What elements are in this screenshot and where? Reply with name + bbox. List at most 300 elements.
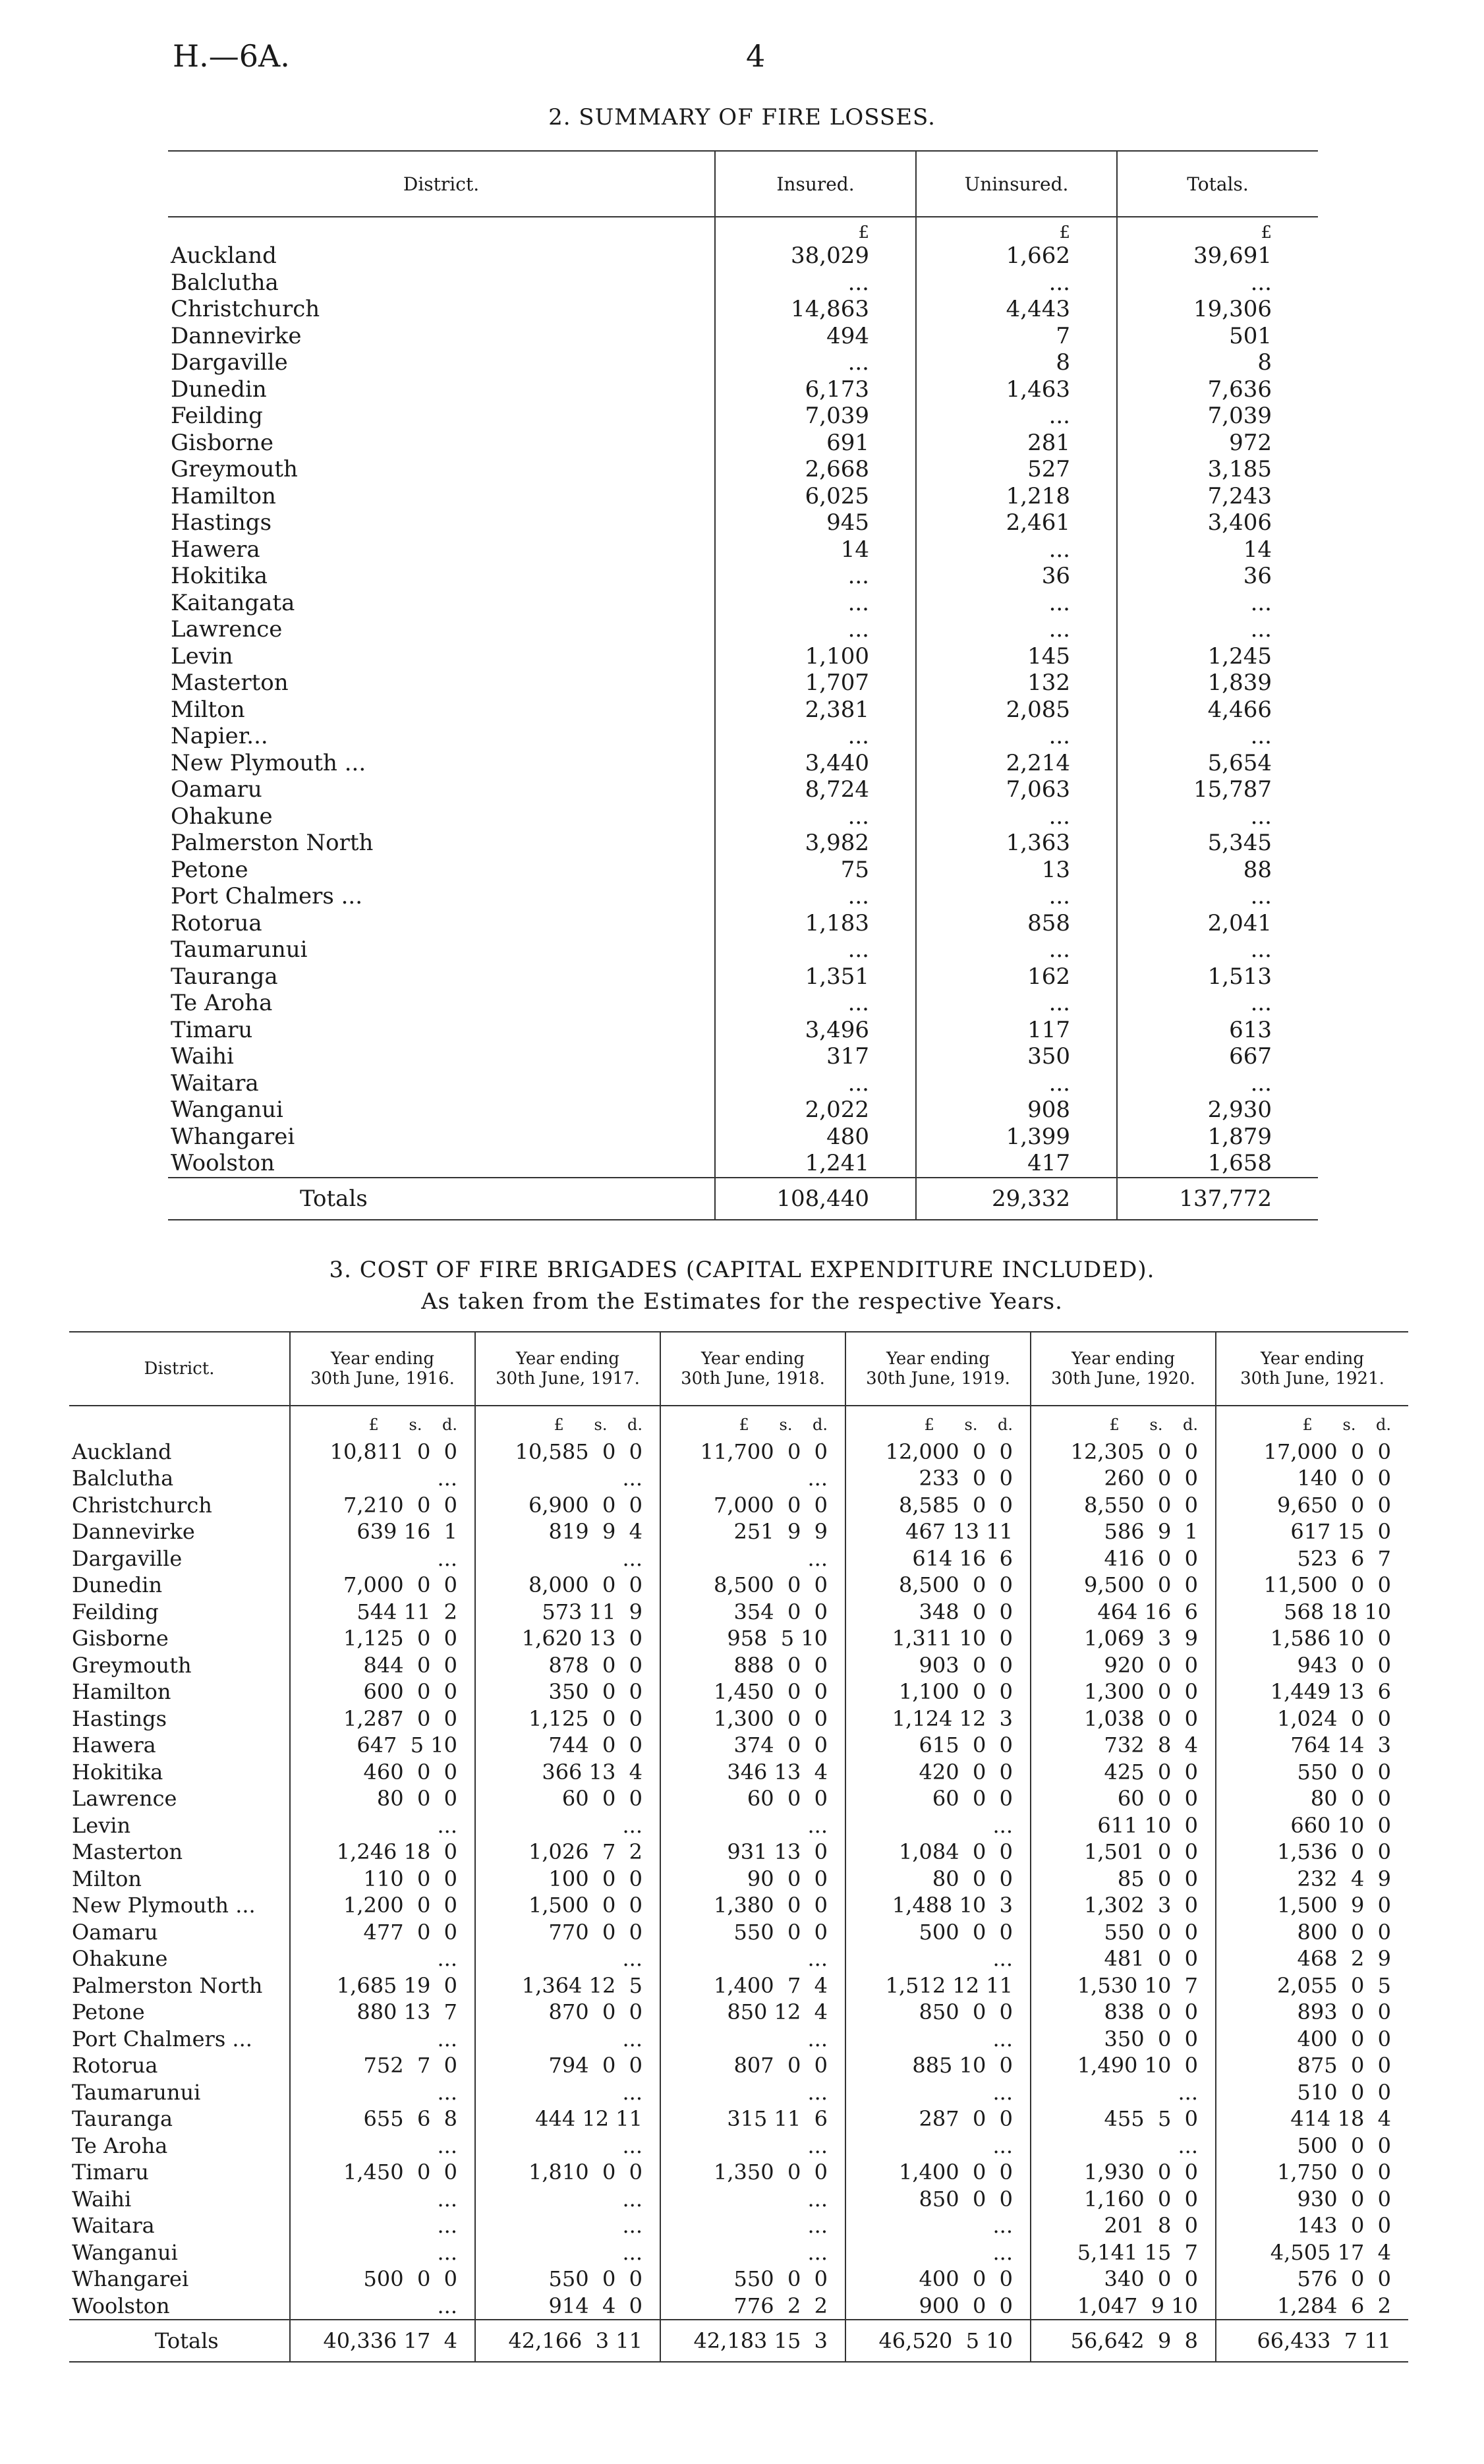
table-row: [69, 1518, 1408, 1545]
district-name: Auckland: [72, 1439, 172, 1464]
total-value: 7,636: [1117, 376, 1318, 403]
cost-1916: 1,200 0 0: [290, 1892, 475, 1919]
insured-value: 1,183: [715, 910, 916, 937]
table-row: [168, 963, 1318, 990]
cost-1921: 2,055 0 5: [1216, 1972, 1408, 1999]
table-row: [69, 1759, 1408, 1786]
cost-1920: 5,141 15 7: [1031, 2239, 1216, 2266]
table-row: [69, 1678, 1408, 1705]
table2-subtitle: As taken from the Estimates for the respective Years.: [421, 1288, 1063, 1315]
cost-1916: 460 0 0: [290, 1759, 475, 1786]
cost-1917: 6,900 0 0: [475, 1492, 660, 1519]
cost-1920: 920 0 0: [1031, 1652, 1216, 1679]
cost-1918: 807 0 0: [660, 2052, 845, 2079]
district-name: Dannevirke: [72, 1519, 195, 1544]
table-row: [69, 1866, 1408, 1893]
insured-value: ...: [715, 936, 916, 963]
cost-1921: 764 14 3: [1216, 1732, 1408, 1759]
cost-1920: 1,300 0 0: [1031, 1678, 1216, 1705]
insured-value: 3,496: [715, 1017, 916, 1044]
district-name: Hokitika: [72, 1759, 163, 1785]
cost-1920: 425 0 0: [1031, 1759, 1216, 1786]
total-value: 1,839: [1117, 670, 1318, 697]
total-value: 36: [1117, 563, 1318, 590]
uninsured-value: 4,443: [916, 296, 1117, 323]
cost-1917: ...: [475, 2133, 660, 2160]
cost-1919: 1,400 0 0: [845, 2159, 1031, 2186]
cost-1920: 260 0 0: [1031, 1465, 1216, 1492]
cost-1919: ...: [845, 2079, 1031, 2106]
district-name: Dunedin: [171, 376, 267, 403]
cost-1917: 1,620 13 0: [475, 1625, 660, 1652]
insured-value: 1,351: [715, 963, 916, 990]
table-row: [69, 2186, 1408, 2213]
district-name: Balclutha: [72, 1466, 174, 1491]
cost-1921: 943 0 0: [1216, 1652, 1408, 1679]
table2-title: 3. COST OF FIRE BRIGADES (CAPITAL EXPENDITURE INCLUDED).: [329, 1257, 1155, 1283]
insured-value: 1,241: [715, 1150, 916, 1178]
table-row: [168, 430, 1318, 457]
cost-1920: 586 9 1: [1031, 1518, 1216, 1545]
table-row: [69, 2133, 1408, 2160]
table-row: [69, 1972, 1408, 1999]
total-value: ...: [1117, 803, 1318, 830]
cost-1920: 350 0 0: [1031, 2026, 1216, 2053]
cost-1918: ...: [660, 1812, 845, 1839]
cost-1918: ...: [660, 1465, 845, 1492]
cost-1920: 1,160 0 0: [1031, 2186, 1216, 2213]
cost-1919: 903 0 0: [845, 1652, 1031, 1679]
table-row: [168, 349, 1318, 376]
district-name: Milton: [72, 1866, 142, 1891]
uninsured-value: 162: [916, 963, 1117, 990]
uninsured-value: 7: [916, 323, 1117, 350]
total-value: 667: [1117, 1043, 1318, 1070]
table-row: [168, 883, 1318, 910]
district-name: Greymouth: [72, 1652, 192, 1678]
cost-1919: 500 0 0: [845, 1919, 1031, 1946]
cost-1916: 10,811 0 0: [290, 1439, 475, 1466]
cost-1917: ...: [475, 1465, 660, 1492]
district-name: Ohakune: [72, 1946, 168, 1971]
table-row: [168, 750, 1318, 777]
insured-value: ...: [715, 616, 916, 643]
cost-1919: 1,124 12 3: [845, 1705, 1031, 1733]
insured-value: ...: [715, 270, 916, 297]
cost-1920: 611 10 0: [1031, 1812, 1216, 1839]
district-name: Lawrence: [72, 1786, 177, 1811]
table-row: [69, 1625, 1408, 1652]
cost-1918: 11,700 0 0: [660, 1439, 845, 1466]
cost-1916: ...: [290, 2133, 475, 2160]
cost-1916: 880 13 7: [290, 1999, 475, 2026]
district-name: Christchurch: [72, 1492, 212, 1518]
district-name: Hastings: [171, 509, 272, 536]
district-name: Christchurch: [171, 296, 320, 322]
cost-1917: ...: [475, 2026, 660, 2053]
district-name: Wanganui: [171, 1097, 283, 1123]
cost-1921: 1,500 9 0: [1216, 1892, 1408, 1919]
cost-1920: 12,305 0 0: [1031, 1439, 1216, 1466]
cost-1918: 850 12 4: [660, 1999, 845, 2026]
total-value: ...: [1117, 616, 1318, 643]
insured-value: ...: [715, 883, 916, 910]
uninsured-value: 1,662: [916, 243, 1117, 270]
cost-1919: 467 13 11: [845, 1518, 1031, 1545]
totals-row: [69, 2320, 1408, 2362]
district-name: Feilding: [171, 403, 263, 429]
report-reference: H.—6A.: [173, 38, 290, 74]
uninsured-value: ...: [916, 723, 1117, 750]
cost-1916: ...: [290, 1545, 475, 1572]
cost-1919: ...: [845, 1812, 1031, 1839]
total-1918: 42,183 15 3: [660, 2320, 845, 2362]
uninsured-value: 908: [916, 1097, 1117, 1124]
table-row: [168, 1124, 1318, 1151]
uninsured-value: ...: [916, 1070, 1117, 1097]
fire-brigade-cost-table: [69, 1331, 1408, 2363]
cost-1916: 7,210 0 0: [290, 1492, 475, 1519]
insured-value: 14: [715, 536, 916, 563]
district-name: Gisborne: [72, 1626, 169, 1651]
table-row: [69, 1999, 1408, 2026]
table-row: [168, 403, 1318, 430]
cost-1918: 958 5 10: [660, 1625, 845, 1652]
total-1916: 40,336 17 4: [290, 2320, 475, 2362]
cost-1918: ...: [660, 2026, 845, 2053]
unit-label: £: [1117, 217, 1318, 243]
table-row: [168, 376, 1318, 403]
cost-1920: 340 0 0: [1031, 2266, 1216, 2293]
insured-value: 691: [715, 430, 916, 457]
district-name: Dargaville: [72, 1545, 183, 1571]
cost-1920: 1,501 0 0: [1031, 1839, 1216, 1866]
cost-1919: 287 0 0: [845, 2106, 1031, 2133]
insured-value: 2,022: [715, 1097, 916, 1124]
district-name: Tauranga: [72, 2106, 173, 2131]
column-header-district: District.: [168, 151, 715, 217]
uninsured-value: 145: [916, 643, 1117, 670]
cost-1919: 615 0 0: [845, 1732, 1031, 1759]
district-name: Napier...: [171, 723, 268, 749]
totals-label: Totals: [168, 1178, 715, 1220]
cost-1919: 850 0 0: [845, 1999, 1031, 2026]
cost-1916: 477 0 0: [290, 1919, 475, 1946]
cost-1917: 794 0 0: [475, 2052, 660, 2079]
total-1917: 42,166 3 11: [475, 2320, 660, 2362]
insured-value: 38,029: [715, 243, 916, 270]
insured-value: 6,025: [715, 483, 916, 510]
cost-1921: 1,536 0 0: [1216, 1839, 1408, 1866]
cost-1919: ...: [845, 1945, 1031, 1972]
table-row: [168, 270, 1318, 297]
cost-1917: 60 0 0: [475, 1785, 660, 1812]
uninsured-value: 2,461: [916, 509, 1117, 536]
cost-1918: 776 2 2: [660, 2293, 845, 2320]
cost-1921: 500 0 0: [1216, 2133, 1408, 2160]
cost-1918: 1,300 0 0: [660, 1705, 845, 1733]
cost-1917: 878 0 0: [475, 1652, 660, 1679]
cost-1916: ...: [290, 1812, 475, 1839]
cost-1918: ...: [660, 1945, 845, 1972]
cost-1918: 550 0 0: [660, 2266, 845, 2293]
cost-1918: ...: [660, 2212, 845, 2239]
cost-1920: 464 16 6: [1031, 1599, 1216, 1626]
cost-1916: 647 5 10: [290, 1732, 475, 1759]
total-value: 1,513: [1117, 963, 1318, 990]
cost-1919: 1,512 12 11: [845, 1972, 1031, 1999]
cost-1920: 481 0 0: [1031, 1945, 1216, 1972]
cost-1918: 315 11 6: [660, 2106, 845, 2133]
district-name: Rotorua: [72, 2053, 158, 2078]
cost-1919: 900 0 0: [845, 2293, 1031, 2320]
cost-1918: 8,500 0 0: [660, 1572, 845, 1599]
insured-value: ...: [715, 590, 916, 617]
cost-1917: 1,500 0 0: [475, 1892, 660, 1919]
cost-1916: 500 0 0: [290, 2266, 475, 2293]
total-value: 1,879: [1117, 1124, 1318, 1151]
total-value: 15,787: [1117, 776, 1318, 803]
district-name: Dannevirke: [171, 322, 302, 349]
column-header-1918: Year ending 30th June, 1918.: [660, 1332, 845, 1406]
insured-value: 480: [715, 1124, 916, 1151]
cost-1917: 100 0 0: [475, 1866, 660, 1893]
insured-value: 494: [715, 323, 916, 350]
unit-label: £ s. d.: [290, 1406, 475, 1439]
cost-1921: 875 0 0: [1216, 2052, 1408, 2079]
total-1920: 56,642 9 8: [1031, 2320, 1216, 2362]
cost-1918: 60 0 0: [660, 1785, 845, 1812]
cost-1916: 1,125 0 0: [290, 1625, 475, 1652]
table-row: [168, 910, 1318, 937]
total-insured: 108,440: [715, 1178, 916, 1220]
uninsured-value: 281: [916, 430, 1117, 457]
cost-1921: 893 0 0: [1216, 1999, 1408, 2026]
table-row: [69, 1839, 1408, 1866]
cost-1920: 8,550 0 0: [1031, 1492, 1216, 1519]
district-name: New Plymouth ...: [72, 1893, 256, 1918]
table-row: [168, 990, 1318, 1017]
table-row: [69, 2079, 1408, 2106]
district-name: Rotorua: [171, 909, 262, 936]
insured-value: 8,724: [715, 776, 916, 803]
district-name: Dunedin: [72, 1572, 163, 1597]
total-value: ...: [1117, 723, 1318, 750]
cost-1919: 1,311 10 0: [845, 1625, 1031, 1652]
cost-1918: ...: [660, 2186, 845, 2213]
cost-1916: ...: [290, 1945, 475, 1972]
currency-unit-row: [69, 1406, 1408, 1439]
district-name: Hastings: [72, 1705, 167, 1731]
district-name: New Plymouth ...: [171, 749, 366, 776]
currency-unit-row: [168, 217, 1318, 243]
table-row: [69, 1545, 1408, 1572]
cost-1917: 8,000 0 0: [475, 1572, 660, 1599]
totals-row: [168, 1178, 1318, 1220]
cost-1917: ...: [475, 2186, 660, 2213]
cost-1917: 573 11 9: [475, 1599, 660, 1626]
table-row: [69, 2293, 1408, 2320]
cost-1920: ...: [1031, 2079, 1216, 2106]
district-name: Levin: [171, 643, 233, 670]
cost-1916: 1,685 19 0: [290, 1972, 475, 1999]
district-name: Wanganui: [72, 2239, 178, 2265]
cost-1920: 550 0 0: [1031, 1919, 1216, 1946]
district-name: Ohakune: [171, 803, 273, 830]
cost-1917: 550 0 0: [475, 2266, 660, 2293]
table-row: [69, 1439, 1408, 1466]
cost-1921: 468 2 9: [1216, 1945, 1408, 1972]
column-header-1917: Year ending 30th June, 1917.: [475, 1332, 660, 1406]
cost-1919: 8,500 0 0: [845, 1572, 1031, 1599]
column-header-1920: Year ending 30th June, 1920.: [1031, 1332, 1216, 1406]
total-value: 501: [1117, 323, 1318, 350]
district-name: Taumarunui: [171, 936, 308, 963]
insured-value: 945: [715, 509, 916, 536]
uninsured-value: 13: [916, 857, 1117, 884]
cost-1916: ...: [290, 1465, 475, 1492]
insured-value: ...: [715, 803, 916, 830]
cost-1918: ...: [660, 2133, 845, 2160]
table-row: [168, 1097, 1318, 1124]
uninsured-value: 8: [916, 349, 1117, 376]
cost-1921: 550 0 0: [1216, 1759, 1408, 1786]
total-value: 5,345: [1117, 830, 1318, 857]
cost-1921: 523 6 7: [1216, 1545, 1408, 1572]
cost-1919: ...: [845, 2026, 1031, 2053]
cost-1921: 510 0 0: [1216, 2079, 1408, 2106]
cost-1920: 60 0 0: [1031, 1785, 1216, 1812]
district-name: Milton: [171, 696, 245, 723]
cost-1918: 888 0 0: [660, 1652, 845, 1679]
cost-1916: ...: [290, 2079, 475, 2106]
cost-1918: 550 0 0: [660, 1919, 845, 1946]
cost-1918: 251 9 9: [660, 1518, 845, 1545]
cost-1916: ...: [290, 2212, 475, 2239]
cost-1917: 819 9 4: [475, 1518, 660, 1545]
uninsured-value: ...: [916, 990, 1117, 1017]
insured-value: 1,707: [715, 670, 916, 697]
fire-losses-table: [168, 150, 1318, 1220]
cost-1921: 11,500 0 0: [1216, 1572, 1408, 1599]
table-row: [69, 2159, 1408, 2186]
table-row: [168, 456, 1318, 483]
unit-label: £ s. d.: [475, 1406, 660, 1439]
total-value: ...: [1117, 1070, 1318, 1097]
district-name: Whangarei: [171, 1123, 295, 1150]
district-name: Timaru: [72, 2160, 149, 2185]
cost-1921: 414 18 4: [1216, 2106, 1408, 2133]
district-name: Hokitika: [171, 563, 268, 589]
district-name: Waitara: [171, 1070, 259, 1097]
district-name: Oamaru: [171, 776, 262, 803]
cost-1920: 1,490 10 0: [1031, 2052, 1216, 2079]
total-value: 39,691: [1117, 243, 1318, 270]
total-value: 14: [1117, 536, 1318, 563]
uninsured-value: 36: [916, 563, 1117, 590]
district-name: Port Chalmers ...: [72, 2026, 252, 2051]
insured-value: 1,100: [715, 643, 916, 670]
district-name: Waihi: [171, 1043, 234, 1070]
cost-1916: ...: [290, 2293, 475, 2320]
cost-1920: 416 0 0: [1031, 1545, 1216, 1572]
cost-1920: 1,047 9 10: [1031, 2293, 1216, 2320]
district-name: Te Aroha: [171, 990, 273, 1016]
cost-1919: 80 0 0: [845, 1866, 1031, 1893]
table-row: [69, 2239, 1408, 2266]
district-name: Whangarei: [72, 2266, 189, 2291]
cost-1917: 10,585 0 0: [475, 1439, 660, 1466]
district-name: Waitara: [72, 2213, 155, 2238]
column-header-1921: Year ending 30th June, 1921.: [1216, 1332, 1408, 1406]
table-row: [69, 1599, 1408, 1626]
district-name: Dargaville: [171, 349, 288, 376]
column-header-totals: Totals.: [1117, 151, 1318, 217]
cost-1917: 366 13 4: [475, 1759, 660, 1786]
uninsured-value: 2,085: [916, 697, 1117, 724]
total-1919: 46,520 5 10: [845, 2320, 1031, 2362]
district-name: Port Chalmers ...: [171, 883, 363, 909]
insured-value: 6,173: [715, 376, 916, 403]
uninsured-value: 117: [916, 1017, 1117, 1044]
total-uninsured: 29,332: [916, 1178, 1117, 1220]
uninsured-value: ...: [916, 403, 1117, 430]
table-row: [69, 1785, 1408, 1812]
unit-label: £ s. d.: [1031, 1406, 1216, 1439]
cost-1918: 354 0 0: [660, 1599, 845, 1626]
cost-1920: 1,302 3 0: [1031, 1892, 1216, 1919]
uninsured-value: ...: [916, 616, 1117, 643]
grand-total: 137,772: [1117, 1178, 1318, 1220]
cost-1921: 17,000 0 0: [1216, 1439, 1408, 1466]
district-name: Woolston: [171, 1150, 275, 1176]
column-header-insured: Insured.: [715, 151, 916, 217]
cost-1920: 9,500 0 0: [1031, 1572, 1216, 1599]
uninsured-value: 1,218: [916, 483, 1117, 510]
cost-1916: ...: [290, 2186, 475, 2213]
district-name: Masterton: [72, 1839, 183, 1864]
cost-1921: 1,449 13 6: [1216, 1678, 1408, 1705]
cost-1919: ...: [845, 2133, 1031, 2160]
district-name: Timaru: [171, 1016, 253, 1043]
table-row: [168, 616, 1318, 643]
cost-1919: 614 16 6: [845, 1545, 1031, 1572]
unit-label: £ s. d.: [660, 1406, 845, 1439]
cost-1917: 444 12 11: [475, 2106, 660, 2133]
cost-1919: 348 0 0: [845, 1599, 1031, 1626]
total-value: 1,245: [1117, 643, 1318, 670]
cost-1918: ...: [660, 2079, 845, 2106]
insured-value: ...: [715, 563, 916, 590]
cost-1918: 1,450 0 0: [660, 1678, 845, 1705]
total-value: 613: [1117, 1017, 1318, 1044]
cost-1916: 7,000 0 0: [290, 1572, 475, 1599]
district-name: Kaitangata: [171, 589, 295, 616]
district-name: Gisborne: [171, 429, 273, 456]
district-name: Greymouth: [171, 456, 298, 482]
table-row: [69, 1892, 1408, 1919]
table-row: [168, 670, 1318, 697]
total-value: ...: [1117, 270, 1318, 297]
cost-1918: 90 0 0: [660, 1866, 845, 1893]
district-name: Oamaru: [72, 1919, 158, 1945]
insured-value: 7,039: [715, 403, 916, 430]
cost-1916: 544 11 2: [290, 1599, 475, 1626]
table-row: [69, 1945, 1408, 1972]
column-header-1919: Year ending 30th June, 1919.: [845, 1332, 1031, 1406]
table-row: [168, 563, 1318, 590]
uninsured-value: 417: [916, 1150, 1117, 1178]
